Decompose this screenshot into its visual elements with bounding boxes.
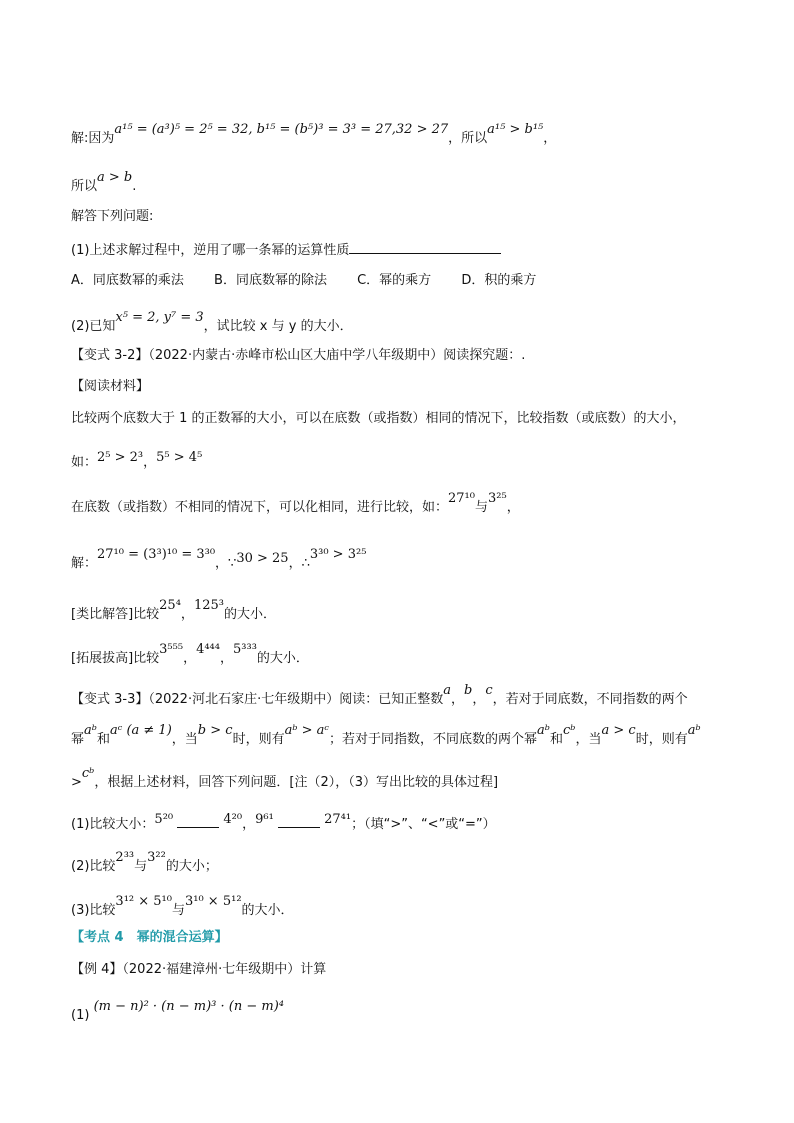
formula-c-b: cᵇ [81, 766, 95, 781]
text-mid: ，所以 [448, 131, 488, 146]
option-c: C．幂的乘方 [357, 273, 432, 288]
text-prefix: (1)比较大小： [71, 817, 155, 832]
option-a: A．同底数幂的乘法 [71, 273, 184, 288]
section-heading-kaodian-4: 【考点 4 幂的混合运算】 [71, 930, 228, 945]
formula: cᵇ [563, 723, 576, 738]
variant-3-3-line-1 [71, 683, 688, 709]
text-mid: 与 [474, 500, 488, 515]
example-4-part-1 [71, 999, 284, 1025]
text-suffix: 的大小． [256, 651, 309, 666]
variant-3-3-line-3 [71, 766, 499, 792]
formula-30-gt-25: 30 > 25 [236, 551, 289, 566]
variant-3-3-line-2 [71, 723, 701, 749]
text-suffix: ， [543, 131, 557, 146]
options-row [71, 272, 562, 290]
text: 和 [550, 732, 564, 747]
text-sep: ， [143, 455, 157, 470]
text-prefix: [类比解答]比较 [71, 607, 160, 622]
text: 幂 [71, 732, 85, 747]
problem-1 [71, 812, 496, 834]
paragraph-2-text: 在底数（或指数）不相同的情况下，可以化相同，进行比较，如： [71, 500, 449, 515]
text: ；若对于同指数，不同底数的两个幂 [329, 732, 538, 747]
question-2 [71, 310, 353, 336]
blank-2[interactable] [278, 815, 320, 828]
formula-2-33: 2³³ [115, 850, 135, 865]
solution-example [71, 547, 367, 573]
text-prefix: 【变式 3-3】（2022·河北石家庄·七年级期中）阅读：已知正整数 [71, 692, 444, 707]
text-sep: ， [472, 692, 486, 707]
formula: a > c [601, 723, 636, 738]
formula: b > c [197, 723, 233, 738]
text-suffix: . [132, 179, 137, 194]
var-a: a [443, 683, 451, 698]
text-sep: ， [183, 651, 197, 666]
formula-5-5-gt-4-5: 5⁵ > 4⁵ [156, 450, 203, 465]
solution-line-1 [71, 122, 557, 148]
formula-27-10: 27¹⁰ [448, 491, 475, 506]
problem-3 [71, 894, 294, 920]
text-sep: ， [242, 817, 256, 832]
text-sep: ， [450, 692, 464, 707]
text: 和 [96, 732, 110, 747]
text-suffix: 的大小； [165, 859, 218, 874]
text-prefix: 如： [71, 455, 98, 470]
formula-4-20: 4²⁰ [223, 812, 243, 827]
paragraph-1: 比较两个底数大于 1 的正数幂的大小，可以在底数（或指数）相同的情况下，比较指数（或底数）的大小， [71, 411, 686, 426]
instruction-line: 解答下列问题: [71, 209, 154, 224]
formula-expression: (m − n)² · (n − m)³ · (n − m)⁴ [93, 999, 284, 1014]
text-prefix: (2)已知 [71, 319, 116, 334]
text: ，当 [171, 732, 198, 747]
text: 时，则有 [635, 732, 688, 747]
text-suffix: ，试比较 x 与 y 的大小． [203, 319, 353, 334]
answer-blank[interactable] [349, 241, 501, 254]
text-suffix: 的大小． [241, 903, 294, 918]
variant-3-2-title: 【变式 3-2】（2022·内蒙古·赤峰市松山区大庙中学八年级期中）阅读探究题：. [71, 348, 526, 363]
text-prefix: 解： [71, 556, 98, 571]
formula-x5-y7: x⁵ = 2, y⁷ = 3 [115, 310, 204, 325]
option-d: D．积的乘方 [461, 273, 537, 288]
extension-question [71, 642, 309, 668]
example-4-title: 【例 4】（2022·福建漳州·七年级期中）计算 [71, 962, 327, 977]
formula-3-555: 3⁵⁵⁵ [159, 642, 184, 657]
option-b: B．同底数幂的除法 [214, 273, 327, 288]
text-mid: 与 [134, 859, 148, 874]
formula-a15-b15: a¹⁵ = (a³)⁵ = 2⁵ = 32, b¹⁵ = (b⁵)³ = 3³ = 27,32 > 27 [114, 122, 449, 137]
formula-right: 3¹⁰ × 5¹² [184, 894, 242, 909]
formula-125-3: 125³ [193, 598, 224, 613]
formula-5-333: 5³³³ [233, 642, 257, 657]
blank-1[interactable] [177, 815, 219, 828]
formula-a15-gt-b15: a¹⁵ > b¹⁵ [487, 122, 544, 137]
reading-material-heading: 【阅读材料】 [71, 379, 150, 394]
formula-25-4: 25⁴ [159, 598, 181, 613]
var-c: c [485, 683, 493, 698]
formula-3-22: 3²² [147, 850, 166, 865]
text-suffix: ，若对于同底数，不同指数的两个 [492, 692, 688, 707]
formula: aᶜ (a ≠ 1) [109, 723, 172, 738]
formula-a-gt-b: a > b [97, 170, 133, 185]
formula: aᵇ [84, 723, 97, 738]
text-prefix: 所以 [71, 179, 98, 194]
formula-3-25: 3²⁵ [488, 491, 507, 506]
formula-27-41: 27⁴¹ [324, 812, 352, 827]
formula-9-61: 9⁶¹ [255, 812, 274, 827]
text-prefix: (3)比较 [71, 903, 116, 918]
text-suffix: 的大小． [223, 607, 276, 622]
problem-2 [71, 850, 218, 876]
formula-5-20: 5²⁰ [154, 812, 174, 827]
text-sep: ， [180, 607, 194, 622]
text-sep: ，∴ [288, 556, 310, 571]
paragraph-2 [71, 491, 520, 517]
formula-4-444: 4⁴⁴⁴ [196, 642, 220, 657]
formula-left: 3¹² × 5¹⁰ [115, 894, 172, 909]
text: ，根据上述材料，回答下列问题．[注（2），（3）写出比较的具体过程] [94, 775, 499, 790]
text-prefix: (1) [71, 1008, 90, 1023]
solution-prefix: 解:因为 [71, 131, 115, 146]
text-suffix: ， [506, 500, 520, 515]
text-prefix: (2)比较 [71, 859, 116, 874]
text-mid: 与 [171, 903, 185, 918]
text-prefix: [拓展拔高]比较 [71, 651, 160, 666]
example-line [71, 450, 203, 472]
text-sep: ， [219, 651, 233, 666]
formula-27-10-eq: 27¹⁰ = (3³)¹⁰ = 3³⁰ [97, 547, 216, 562]
text-gt: > [71, 775, 82, 790]
formula-2-5-gt-2-3: 2⁵ > 2³ [97, 450, 144, 465]
formula: aᵇ [537, 723, 550, 738]
text: ，当 [575, 732, 602, 747]
formula: aᵇ > aᶜ [284, 723, 330, 738]
question-1-text: (1)上述求解过程中，逆用了哪一条幂的运算性质 [71, 243, 350, 258]
analogy-question [71, 598, 276, 624]
formula: aᵇ [687, 723, 701, 738]
text-sep: ，∵ [215, 556, 237, 571]
text-suffix: ；（填“>”、“<”或“=”） [351, 817, 496, 832]
question-1 [71, 241, 501, 260]
formula-3-30-gt-3-25: 3³⁰ > 3²⁵ [309, 547, 367, 562]
solution-line-2 [71, 170, 137, 196]
text: 时，则有 [232, 732, 285, 747]
var-b: b [464, 683, 473, 698]
